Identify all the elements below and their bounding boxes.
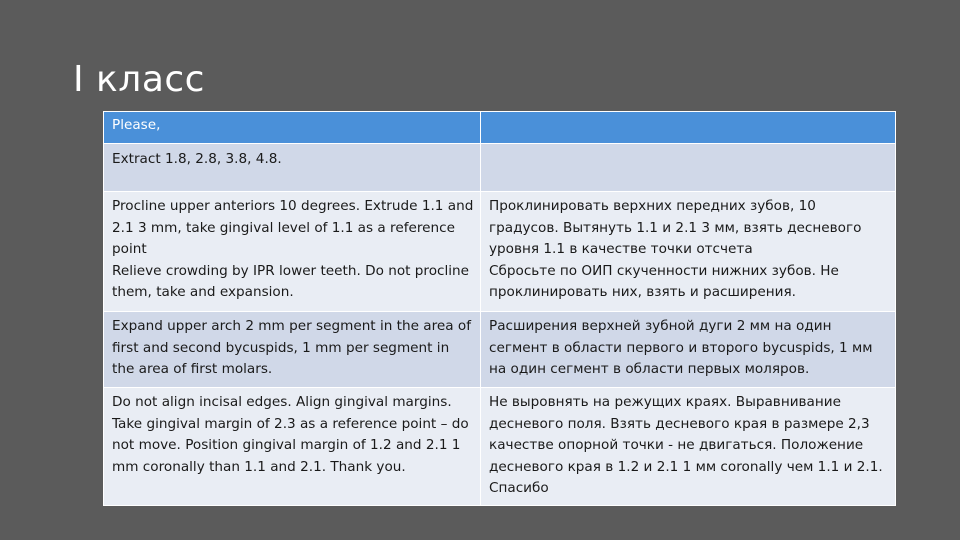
table-cell-english: Procline upper anteriors 10 degrees. Extrude 1.1 and 2.1 3 mm, take gingival level of 1.1 as a reference point Relieve crowding by IPR lower teeth. Do not procline them, take and expansion. [104, 192, 481, 312]
slide-title: I класс [73, 59, 205, 100]
instruction-table [103, 111, 896, 506]
header-cell-left: Please, [104, 112, 481, 144]
table-row [104, 192, 896, 312]
header-cell-right [481, 112, 896, 144]
table-row [104, 144, 896, 192]
table-row [104, 312, 896, 388]
table-cell-english: Do not align incisal edges. Align gingival margins. Take gingival margin of 2.3 as a reference point – do not move. Position gingival margin of 1.2 and 2.1 1 mm coronally than 1.1 and 2.1. Thank you. [104, 388, 481, 506]
table-cell-english: Expand upper arch 2 mm per segment in the area of first and second bycuspids, 1 mm per segment in the area of first molars. [104, 312, 481, 388]
table-cell-russian: Не выровнять на режущих краях. Выравнивание десневого поля. Взять десневого края в размере 2,3 качестве опорной точки - не двигаться. Положение десневого края в 1.2 и 2.1 1 мм coronally чем 1.1 и 2.1. Спасибо [481, 388, 896, 506]
table-cell-english: Extract 1.8, 2.8, 3.8, 4.8. [104, 144, 481, 192]
table-row [104, 388, 896, 506]
table-cell-russian: Расширения верхней зубной дуги 2 мм на один сегмент в области первого и второго bycuspids, 1 мм на один сегмент в области первых моляров. [481, 312, 896, 388]
table-cell-russian [481, 144, 896, 192]
table-header-row [104, 112, 896, 144]
table-cell-russian: Проклинировать верхних передних зубов, 10 градусов. Вытянуть 1.1 и 2.1 3 мм, взять десневого уровня 1.1 в качестве точки отсчета Сбросьте по ОИП скученности нижних зубов. Не проклинировать них, взять и расширения. [481, 192, 896, 312]
